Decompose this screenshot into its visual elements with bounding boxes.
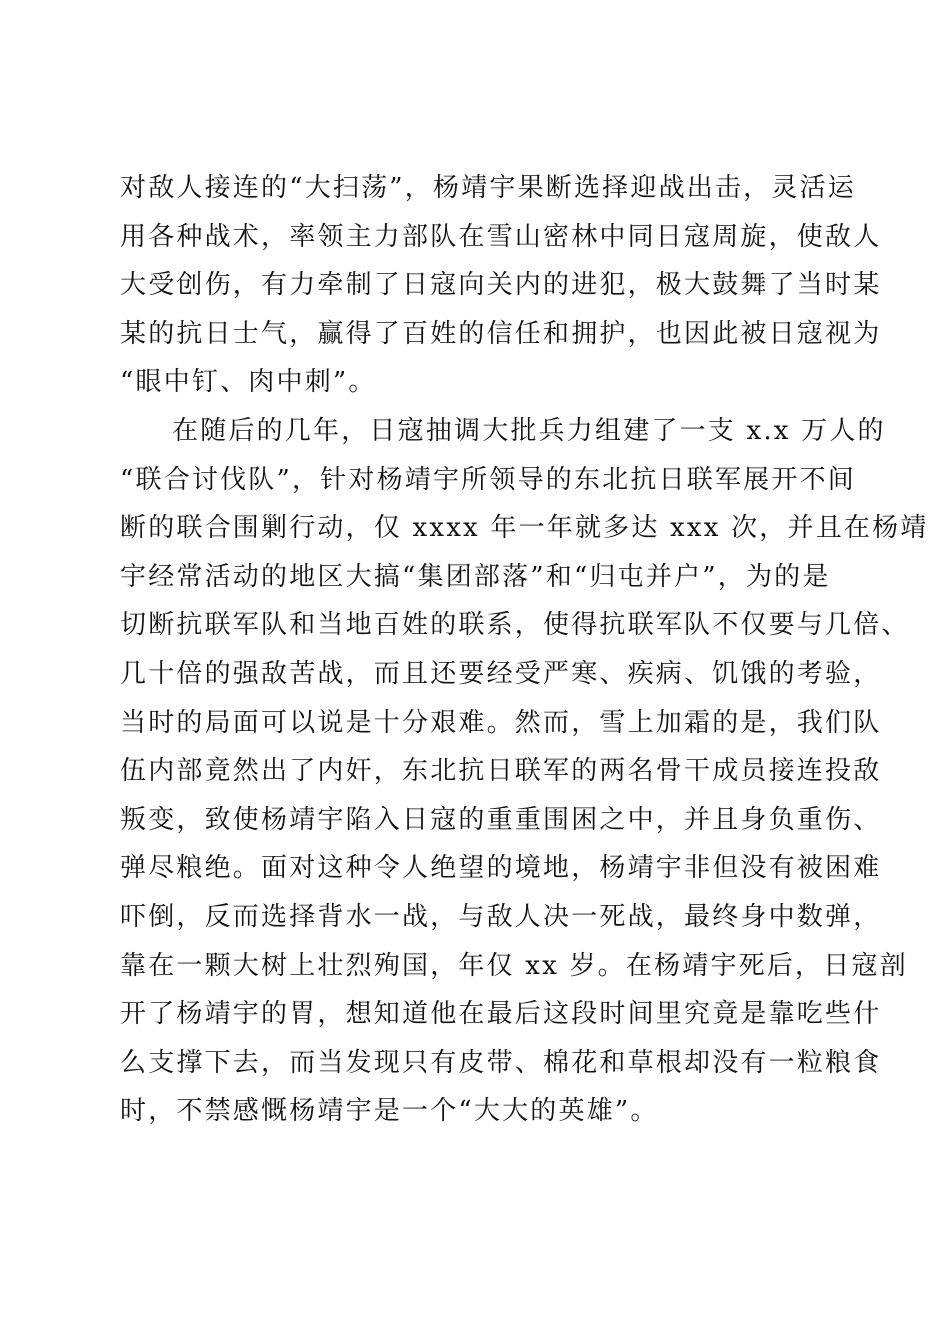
text-line: 几十倍的强敌苦战，而且还要经受严寒、疾病、饥饿的考验， <box>120 658 882 689</box>
text-line: 伍内部竟然出了内奸，东北抗日联军的两名骨干成员接连投敌 <box>120 756 882 787</box>
body-text <box>120 164 929 1136</box>
text-line: “眼中钉、肉中刺”。 <box>120 367 377 398</box>
text-line: 当时的局面可以说是十分艰难。然而，雪上加霜的是，我们队 <box>120 707 882 738</box>
text-line: 开了杨靖宇的胃，想知道他在最后这段时间里究竟是靠吃些什 <box>120 999 882 1030</box>
text-line: 么支撑下去，而当发现只有皮带、棉花和草根却没有一粒粮食 <box>120 1047 882 1078</box>
text-line: 靠在一颗大树上壮烈殉国，年仅 xx 岁。在杨靖宇死后，日寇剖 <box>120 950 908 981</box>
text-line: “联合讨伐队”，针对杨靖宇所领导的东北抗日联军展开不间 <box>120 464 856 495</box>
text-line: 用各种战术，率领主力部队在雪山密林中同日寇周旋，使敌人 <box>120 221 882 252</box>
text-line: 叛变，致使杨靖宇陷入日寇的重重围困之中，并且身负重伤、 <box>120 804 882 835</box>
text-line: 切断抗联军队和当地百姓的联系，使得抗联军队不仅要与几倍、 <box>120 610 910 641</box>
text-line: 弹尽粮绝。面对这种令人绝望的境地，杨靖宇非但没有被困难 <box>120 853 882 884</box>
text-line: 某的抗日士气，赢得了百姓的信任和拥护，也因此被日寇视为 <box>120 318 882 349</box>
text-line: 宇经常活动的地区大搞“集团部落”和“归屯并户”，为的是 <box>120 561 831 592</box>
text-line: 大受创伤，有力牵制了日寇向关内的进犯，极大鼓舞了当时某 <box>120 270 882 301</box>
text-line: 对敌人接连的“大扫荡”，杨靖宇果断选择迎战出击，灵活运 <box>120 173 856 203</box>
text-line: 断的联合围剿行动，仅 xxxx 年一年就多达 xxx 次，并且在杨靖 <box>120 513 929 544</box>
text-line: 吓倒，反而选择背水一战，与敌人决一死战，最终身中数弹， <box>120 901 882 932</box>
paragraph-start-line: 在随后的几年，日寇抽调大批兵力组建了一支 x.x 万人的 <box>172 415 886 446</box>
text-line: 时，不禁感慨杨靖宇是一个“大大的英雄”。 <box>120 1096 659 1127</box>
